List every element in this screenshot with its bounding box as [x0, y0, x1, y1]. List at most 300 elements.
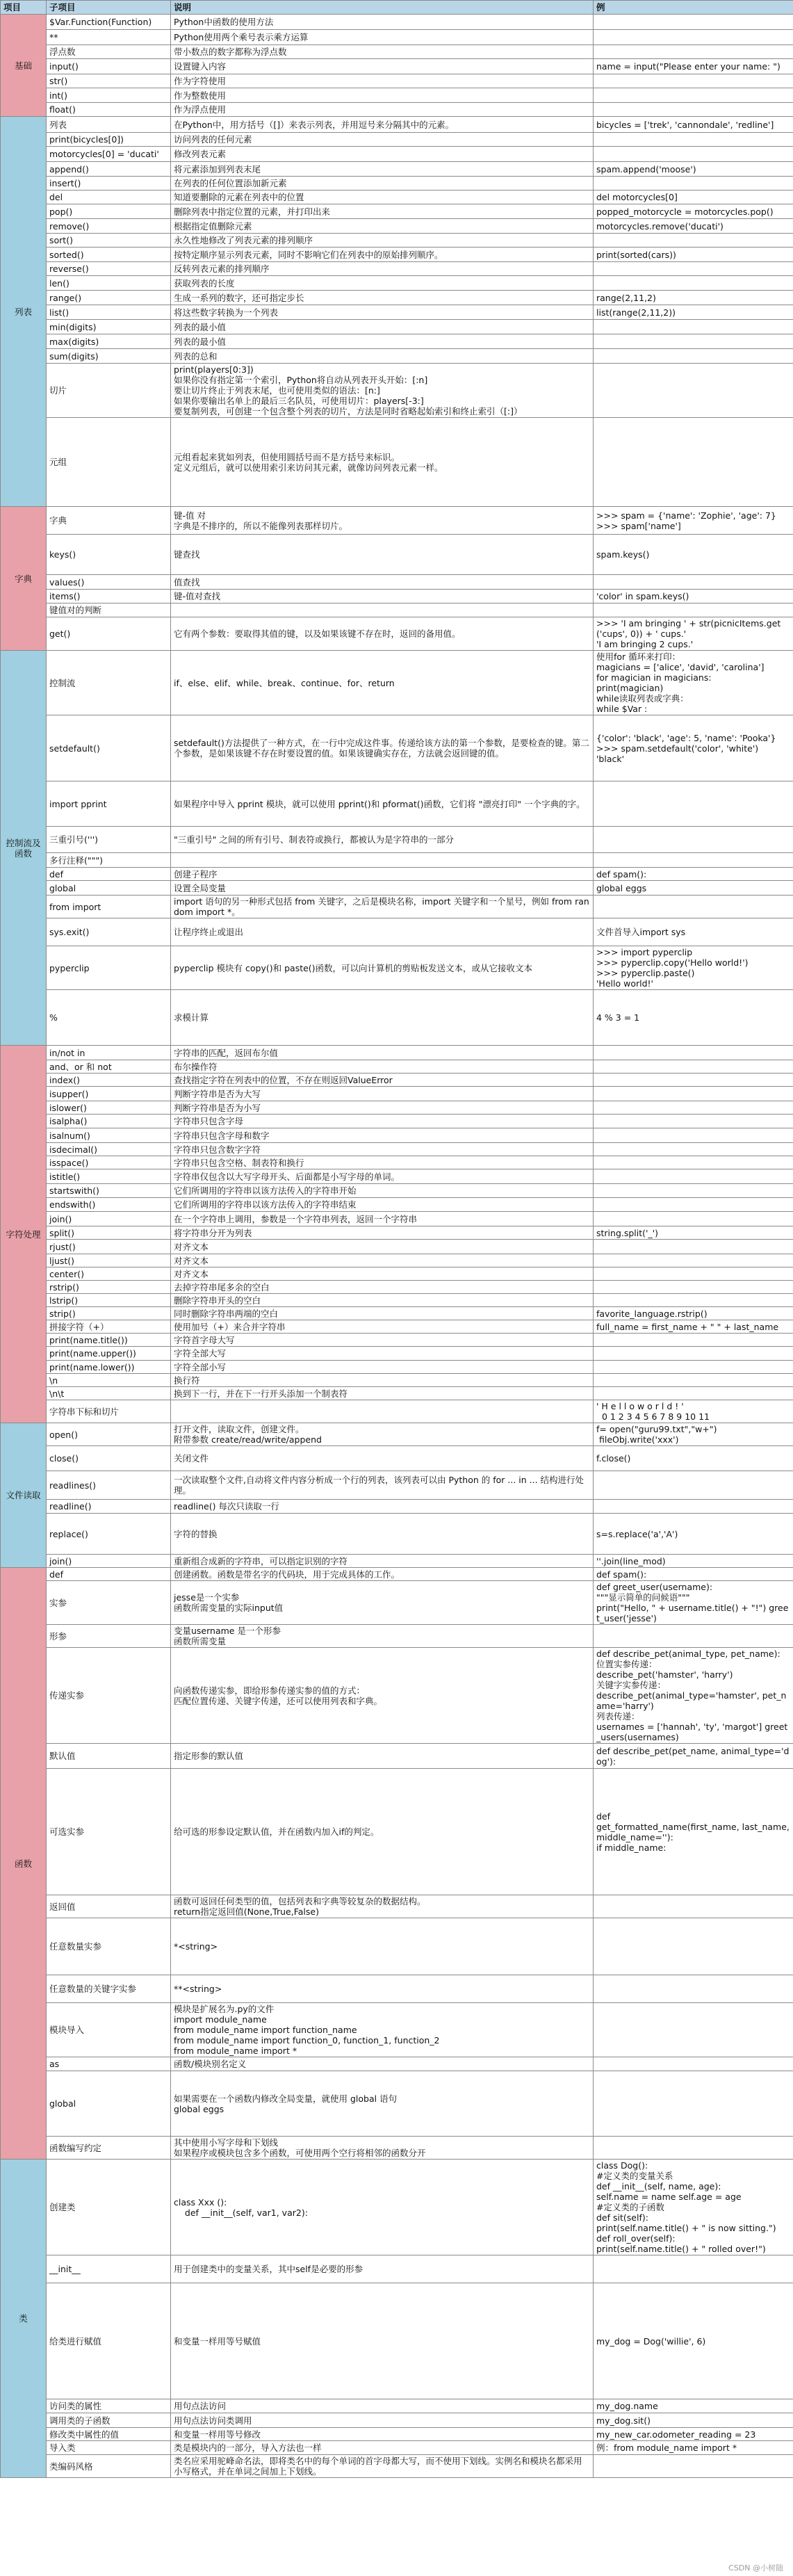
description-cell: 元组看起来犹如列表，但使用圆括号而不是方括号来标识。 定义元组后，就可以使用索引来访问其元素，就像访问列表元素一样。 — [171, 418, 594, 507]
example-cell — [594, 234, 793, 248]
table-row — [1, 1568, 793, 1581]
table-row — [1, 1361, 793, 1374]
example-cell — [594, 1128, 793, 1143]
subitem-cell: 修改类中属性的值 — [47, 2428, 171, 2441]
example-cell — [594, 133, 793, 147]
table-row — [1, 1060, 793, 1074]
description-cell: 打开文件，读取文件，创建文件。 附带参数 create/read/write/append — [171, 1423, 594, 1446]
example-cell — [594, 1281, 793, 1294]
table-row — [1, 1074, 793, 1087]
example-cell — [594, 1156, 793, 1169]
description-cell: 如果程序中导入 pprint 模块，就可以使用 pprint()和 pformat()函数，它们将 "漂亮打印" 一个字典的字。 — [171, 781, 594, 827]
example-cell: f.close() — [594, 1446, 793, 1471]
example-cell: spam.keys() — [594, 535, 793, 575]
example-cell — [594, 1074, 793, 1087]
description-cell: 它们所调用的字符串以该方法传入的字符串开始 — [171, 1184, 594, 1198]
example-cell: list(range(2,11,2)) — [594, 305, 793, 320]
description-cell: 使用加号（+）来合并字符串 — [171, 1320, 594, 1334]
description-cell: 判断字符串是否为小写 — [171, 1101, 594, 1115]
example-cell — [594, 103, 793, 117]
table-row — [1, 2160, 793, 2255]
description-cell: 列表的最小值 — [171, 334, 594, 349]
example-cell: range(2,11,2) — [594, 291, 793, 305]
subitem-cell: print(name.upper()) — [47, 1347, 171, 1361]
table-row — [1, 827, 793, 853]
example-cell: del motorcycles[0] — [594, 191, 793, 204]
description-cell: class Xxx (): def __init__(self, var1, var2): — [171, 2160, 594, 2255]
example-cell — [594, 1254, 793, 1267]
description-cell: 列表的最小值 — [171, 320, 594, 334]
example-cell — [594, 1294, 793, 1307]
subitem-cell: motorcycles[0] = 'ducati' — [47, 147, 171, 162]
example-cell — [594, 1060, 793, 1074]
subitem-cell: keys() — [47, 535, 171, 575]
subitem-cell: isalnum() — [47, 1128, 171, 1143]
table-row — [1, 133, 793, 147]
example-cell — [594, 30, 793, 45]
description-cell: 在一个字符串上调用，参数是一个字符串列表，返回一个字符串 — [171, 1212, 594, 1226]
example-cell: popped_motorcycle = motorcycles.pop() — [594, 204, 793, 219]
table-row — [1, 1087, 793, 1101]
table-row — [1, 248, 793, 262]
example-cell — [594, 1143, 793, 1156]
subitem-cell: 模块导入 — [47, 2003, 171, 2057]
example-cell — [594, 1895, 793, 1918]
subitem-cell: 任意数量的关键字实参 — [47, 1975, 171, 2003]
description-cell: 设置键入内容 — [171, 59, 594, 74]
description-cell: "三重引号" 之间的所有引号、制表符或换行，都被认为是字符串的一部分 — [171, 827, 594, 853]
example-cell — [594, 1334, 793, 1347]
watermark: CSDN @小树随 — [728, 2563, 783, 2573]
subitem-cell: 可选实参 — [47, 1769, 171, 1895]
description-cell: 变量username 是一个形参 函数所需变量 — [171, 1625, 594, 1648]
section-label: 类 — [1, 2160, 47, 2478]
description-cell: 字符串仅包含以大写字母开头、后面都是小写字母的单词。 — [171, 1169, 594, 1184]
description-cell: 用于创建类中的变量关系，其中self是必要的形参 — [171, 2255, 594, 2283]
table-row — [1, 305, 793, 320]
subitem-cell: list() — [47, 305, 171, 320]
table-row — [1, 2057, 793, 2071]
description-cell: 它们所调用的字符串以该方法传入的字符串结束 — [171, 1198, 594, 1212]
subitem-cell: def — [47, 1568, 171, 1581]
description-cell: 知道要删除的元素在列表中的位置 — [171, 191, 594, 204]
example-cell: bicycles = ['trek', 'cannondale', 'redline'] — [594, 117, 793, 133]
description-cell: 根据指定值删除元素 — [171, 219, 594, 234]
table-row — [1, 320, 793, 334]
table-row — [1, 1156, 793, 1169]
subitem-cell: items() — [47, 590, 171, 604]
description-cell: 去掉字符串尾多余的空白 — [171, 1281, 594, 1294]
example-cell: 例：from module_name import * — [594, 2441, 793, 2455]
example-cell: 'color' in spam.keys() — [594, 590, 793, 604]
subitem-cell: ** — [47, 30, 171, 45]
table-row — [1, 1581, 793, 1625]
table-row — [1, 715, 793, 781]
table-row — [1, 1918, 793, 1975]
description-cell: import 语句的另一种形式包括 from 关键字，之后是模块名称，import 关键字和一个星号，例如 from random import *。 — [171, 896, 594, 918]
example-cell — [594, 1625, 793, 1648]
description-cell: 字符首字母大写 — [171, 1334, 594, 1347]
header-example: 例 — [594, 1, 793, 15]
table-row — [1, 334, 793, 349]
example-cell: favorite_language.rstrip() — [594, 1307, 793, 1320]
description-cell: Python使用两个乘号表示乘方运算 — [171, 30, 594, 45]
table-row — [1, 204, 793, 219]
table-row — [1, 1387, 793, 1400]
description-cell: 键-值 对 字典是不排序的，所以不能像列表那样切片。 — [171, 507, 594, 535]
table-row — [1, 147, 793, 162]
table-row — [1, 1895, 793, 1918]
subitem-cell: % — [47, 990, 171, 1046]
description-cell: 反转列表元素的排列顺序 — [171, 262, 594, 276]
section-label: 函数 — [1, 1568, 47, 2160]
subitem-cell: 任意数量实参 — [47, 1918, 171, 1975]
table-row — [1, 1115, 793, 1128]
description-cell: 字符串只包含空格、制表符和换行 — [171, 1156, 594, 1169]
subitem-cell: $Var.Function(Function) — [47, 15, 171, 30]
description-cell: 函数可返回任何类型的值，包括列表和字典等较复杂的数据结构。 return指定返回值(None,True,False) — [171, 1895, 594, 1918]
subitem-cell: 传递实参 — [47, 1648, 171, 1744]
description-cell: 向函数传递实参，即给形参传递实参的值的方式： 匹配位置传递、关键字传递，还可以使用列表和字典。 — [171, 1648, 594, 1744]
description-cell: 同时删除字符串两端的空白 — [171, 1307, 594, 1320]
description-cell: 换到下一行，并在下一行开头添加一个制表符 — [171, 1387, 594, 1400]
subitem-cell: and、or 和 not — [47, 1060, 171, 1074]
table-row — [1, 781, 793, 827]
example-cell: my_dog.name — [594, 2399, 793, 2413]
subitem-cell: min(digits) — [47, 320, 171, 334]
subitem-cell: rstrip() — [47, 1281, 171, 1294]
example-cell — [594, 276, 793, 291]
description-cell: 作为浮点使用 — [171, 103, 594, 117]
table-row — [1, 1101, 793, 1115]
description-cell: pyperclip 模块有 copy()和 paste()函数，可以向计算机的剪贴板发送文本，或从它接收文本 — [171, 946, 594, 990]
description-cell: *<string> — [171, 1918, 594, 1975]
description-cell: 查找指定字符在列表中的位置，不存在则返回ValueError — [171, 1074, 594, 1087]
description-cell: 布尔操作符 — [171, 1060, 594, 1074]
example-cell — [594, 1212, 793, 1226]
description-cell: 作为字符使用 — [171, 74, 594, 88]
description-cell: 让程序终止或退出 — [171, 918, 594, 946]
table-row — [1, 1625, 793, 1648]
example-cell: full_name = first_name + " " + last_name — [594, 1320, 793, 1334]
example-cell — [594, 853, 793, 868]
example-cell — [594, 1471, 793, 1500]
header-description: 说明 — [171, 1, 594, 15]
table-row — [1, 2428, 793, 2441]
subitem-cell: values() — [47, 575, 171, 590]
example-cell — [594, 2003, 793, 2057]
description-cell: readline() 每次只读取一行 — [171, 1500, 594, 1514]
example-cell: print(sorted(cars)) — [594, 248, 793, 262]
description-cell: 在Python中，用方括号（[]）来表示列表，并用逗号来分隔其中的元素。 — [171, 117, 594, 133]
example-cell — [594, 896, 793, 918]
table-row — [1, 276, 793, 291]
subitem-cell: __init__ — [47, 2255, 171, 2283]
subitem-cell: 导入类 — [47, 2441, 171, 2455]
example-cell: string.split('_') — [594, 1226, 793, 1240]
example-cell — [594, 604, 793, 617]
table-row — [1, 1500, 793, 1514]
example-cell: ''.join(line_mod) — [594, 1555, 793, 1568]
subitem-cell: 类编码风格 — [47, 2455, 171, 2478]
table-row — [1, 1128, 793, 1143]
table-row — [1, 617, 793, 651]
example-cell: s=s.replace('a','A') — [594, 1514, 793, 1555]
example-cell — [594, 74, 793, 88]
table-row — [1, 868, 793, 881]
example-cell — [594, 2057, 793, 2071]
description-cell: 函数/模块别名定义 — [171, 2057, 594, 2071]
table-row — [1, 1347, 793, 1361]
description-cell: 模块是扩展名为.py的文件 import module_name from module_name import function_name from module_name import function_0, function_1, function_2 from module_name import * — [171, 2003, 594, 2057]
example-cell — [594, 262, 793, 276]
table-row — [1, 1400, 793, 1423]
subitem-cell: readline() — [47, 1500, 171, 1514]
subitem-cell: 访问类的属性 — [47, 2399, 171, 2413]
table-row — [1, 1294, 793, 1307]
example-cell: f= open("guru99.txt","w+") fileObj.write('xxx') — [594, 1423, 793, 1446]
description-cell — [171, 604, 594, 617]
example-cell: {'color': 'black', 'age': 5, 'name': 'Pooka'} >>> spam.setdefault('color', 'white') 'black' — [594, 715, 793, 781]
table-row — [1, 507, 793, 535]
example-cell — [594, 1975, 793, 2003]
example-cell — [594, 1347, 793, 1361]
description-cell: 创建函数。函数是带名字的代码块，用于完成具体的工作。 — [171, 1568, 594, 1581]
subitem-cell: 字典 — [47, 507, 171, 535]
section-label: 基础 — [1, 15, 47, 117]
table-row — [1, 1198, 793, 1212]
table-row — [1, 2399, 793, 2413]
subitem-cell: close() — [47, 1446, 171, 1471]
example-cell — [594, 2455, 793, 2478]
subitem-cell: 控制流 — [47, 651, 171, 715]
description-cell: 用句点法访问类调用 — [171, 2413, 594, 2428]
example-cell — [594, 2255, 793, 2283]
table-row — [1, 1320, 793, 1334]
description-cell: 删除字符串开头的空白 — [171, 1294, 594, 1307]
description-cell: 和变量一样用等号修改 — [171, 2428, 594, 2441]
subitem-cell: insert() — [47, 177, 171, 191]
description-cell: 换行符 — [171, 1374, 594, 1387]
table-row — [1, 2137, 793, 2160]
description-cell: 字符全部大写 — [171, 1347, 594, 1361]
description-cell: 获取列表的长度 — [171, 276, 594, 291]
subitem-cell: index() — [47, 1074, 171, 1087]
header-row — [1, 1, 793, 15]
description-cell: 带小数点的数字都称为浮点数 — [171, 45, 594, 59]
description-cell: 设置全局变量 — [171, 881, 594, 896]
table-row — [1, 535, 793, 575]
description-cell: 重新组合成新的字符串，可以指定识别的字符 — [171, 1555, 594, 1568]
table-row — [1, 1374, 793, 1387]
subitem-cell: 实参 — [47, 1581, 171, 1625]
example-cell — [594, 1374, 793, 1387]
subitem-cell: istitle() — [47, 1169, 171, 1184]
description-cell: 其中使用小写字母和下划线 如果程序或模块包含多个函数，可使用两个空行将相邻的函数分开 — [171, 2137, 594, 2160]
subitem-cell: sum(digits) — [47, 349, 171, 364]
subitem-cell: \n\t — [47, 1387, 171, 1400]
table-row — [1, 162, 793, 177]
subitem-cell: str() — [47, 74, 171, 88]
subitem-cell: sys.exit() — [47, 918, 171, 946]
subitem-cell: join() — [47, 1555, 171, 1568]
description-cell: print(players[0:3]) 如果你没有指定第一个索引，Python将自动从列表开头开始：[:n] 要让切片终止于列表末尾，也可使用类似的语法：[n:] 如果你要输出名单上的最后三名队员，可使用切片：players[-3:] 要复制列表，可创建一个包含整个列表的切片，方法是同时省略起始索引和终止索引（[:]） — [171, 364, 594, 418]
table-row — [1, 1514, 793, 1555]
subitem-cell: 多行注释(""") — [47, 853, 171, 868]
subitem-cell: len() — [47, 276, 171, 291]
subitem-cell: 调用类的子函数 — [47, 2413, 171, 2428]
description-cell: 和变量一样用等号赋值 — [171, 2283, 594, 2399]
subitem-cell: append() — [47, 162, 171, 177]
subitem-cell: ljust() — [47, 1254, 171, 1267]
table-row — [1, 2441, 793, 2455]
example-cell — [594, 418, 793, 507]
table-row — [1, 45, 793, 59]
subitem-cell: readlines() — [47, 1471, 171, 1500]
example-cell — [594, 2137, 793, 2160]
table-row — [1, 1471, 793, 1500]
subitem-cell: sort() — [47, 234, 171, 248]
subitem-cell: max(digits) — [47, 334, 171, 349]
example-cell — [594, 1046, 793, 1060]
table-row — [1, 1046, 793, 1060]
subitem-cell: print(name.lower()) — [47, 1361, 171, 1374]
subitem-cell: int() — [47, 88, 171, 103]
subitem-cell: join() — [47, 1212, 171, 1226]
subitem-cell: 三重引号(''') — [47, 827, 171, 853]
table-row — [1, 1212, 793, 1226]
subitem-cell: print(bicycles[0]) — [47, 133, 171, 147]
subitem-cell: 形参 — [47, 1625, 171, 1648]
subitem-cell: pop() — [47, 204, 171, 219]
description-cell: 字符串只包含字母和数字 — [171, 1128, 594, 1143]
example-cell — [594, 147, 793, 162]
example-cell — [594, 2071, 793, 2137]
subitem-cell: del — [47, 191, 171, 204]
example-cell — [594, 1169, 793, 1184]
example-cell — [594, 177, 793, 191]
example-cell — [594, 1267, 793, 1281]
example-cell — [594, 88, 793, 103]
example-cell — [594, 781, 793, 827]
example-cell — [594, 1184, 793, 1198]
subitem-cell: isdecimal() — [47, 1143, 171, 1156]
description-cell: 判断字符串是否为大写 — [171, 1087, 594, 1101]
subitem-cell: replace() — [47, 1514, 171, 1555]
subitem-cell: 给类进行赋值 — [47, 2283, 171, 2399]
subitem-cell: print(name.title()) — [47, 1334, 171, 1347]
description-cell: 如果需要在一个函数内修改全局变量，就使用 global 语句 global eggs — [171, 2071, 594, 2137]
header-project: 项目 — [1, 1, 47, 15]
description-cell: 列表的总和 — [171, 349, 594, 364]
subitem-cell: setdefault() — [47, 715, 171, 781]
table-row — [1, 1744, 793, 1769]
table-row — [1, 1169, 793, 1184]
description-cell: 字符全部小写 — [171, 1361, 594, 1374]
example-cell: 文件首导入import sys — [594, 918, 793, 946]
subitem-cell: sorted() — [47, 248, 171, 262]
example-cell — [594, 349, 793, 364]
table-row — [1, 88, 793, 103]
section-label: 控制流及函数 — [1, 651, 47, 1046]
subitem-cell: islower() — [47, 1101, 171, 1115]
table-row — [1, 2003, 793, 2057]
table-row — [1, 1281, 793, 1294]
description-cell: 创建子程序 — [171, 868, 594, 881]
example-cell — [594, 1087, 793, 1101]
table-row — [1, 1423, 793, 1446]
example-cell — [594, 1198, 793, 1212]
table-row — [1, 590, 793, 604]
subitem-cell: global — [47, 881, 171, 896]
description-cell — [171, 1400, 594, 1423]
subitem-cell: isspace() — [47, 1156, 171, 1169]
example-cell: class Dog(): #定义类的变量关系 def __init__(self, name, age): self.name = name self.age = age #定义类的子函数 def sit(self): print(self.name.title() + " is now sitting.") def roll_over(self): print(self.name.title() + " rolled over!") — [594, 2160, 793, 2255]
table-row — [1, 1648, 793, 1744]
subitem-cell: startswith() — [47, 1184, 171, 1198]
subitem-cell: isupper() — [47, 1087, 171, 1101]
table-row — [1, 59, 793, 74]
description-cell: 类是模块内的一部分，导入方法也一样 — [171, 2441, 594, 2455]
table-row — [1, 1307, 793, 1320]
table-row — [1, 291, 793, 305]
description-cell: 对齐文本 — [171, 1254, 594, 1267]
example-cell: global eggs — [594, 881, 793, 896]
table-row — [1, 2283, 793, 2399]
description-cell: 类名应采用驼峰命名法，即将类名中的每个单词的首字母都大写，而不使用下划线。实例名和模块名都采用小写格式，并在单词之间加上下划线。 — [171, 2455, 594, 2478]
subitem-cell: import pprint — [47, 781, 171, 827]
subitem-cell: range() — [47, 291, 171, 305]
section-label: 字符处理 — [1, 1046, 47, 1423]
subitem-cell: float() — [47, 103, 171, 117]
description-cell: 字符串只包含数字字符 — [171, 1143, 594, 1156]
description-cell: 在列表的任何位置添加新元素 — [171, 177, 594, 191]
section-label: 列表 — [1, 117, 47, 507]
example-cell: ' H e l l o w o r l d ! ' 0 1 2 3 4 5 6 7 8 9 10 11 — [594, 1400, 793, 1423]
example-cell — [594, 1387, 793, 1400]
subitem-cell: pyperclip — [47, 946, 171, 990]
table-row — [1, 1446, 793, 1471]
table-row — [1, 1184, 793, 1198]
example-cell: def spam(): — [594, 1568, 793, 1581]
subitem-cell: endswith() — [47, 1198, 171, 1212]
example-cell: 4 % 3 = 1 — [594, 990, 793, 1046]
description-cell: 对齐文本 — [171, 1267, 594, 1281]
table-row — [1, 2071, 793, 2137]
subitem-cell: input() — [47, 59, 171, 74]
subitem-cell: 元组 — [47, 418, 171, 507]
description-cell: 关闭文件 — [171, 1446, 594, 1471]
table-row — [1, 364, 793, 418]
subitem-cell: 切片 — [47, 364, 171, 418]
subitem-cell: 创建类 — [47, 2160, 171, 2255]
description-cell: 生成一系列的数字，还可指定步长 — [171, 291, 594, 305]
table-row — [1, 853, 793, 868]
example-cell — [594, 364, 793, 418]
table-row — [1, 191, 793, 204]
table-row — [1, 946, 793, 990]
table-row — [1, 881, 793, 896]
table-row — [1, 1555, 793, 1568]
description-cell: 对齐文本 — [171, 1240, 594, 1254]
table-row — [1, 1769, 793, 1895]
description-cell: 删除列表中指定位置的元素，并打印出来 — [171, 204, 594, 219]
subitem-cell: 拼接字符（+） — [47, 1320, 171, 1334]
subitem-cell: as — [47, 2057, 171, 2071]
table-row — [1, 177, 793, 191]
table-row — [1, 262, 793, 276]
example-cell: >>> 'I am bringing ' + str(picnicItems.get('cups', 0)) + ' cups.' 'I am bringing 2 cups.' — [594, 617, 793, 651]
